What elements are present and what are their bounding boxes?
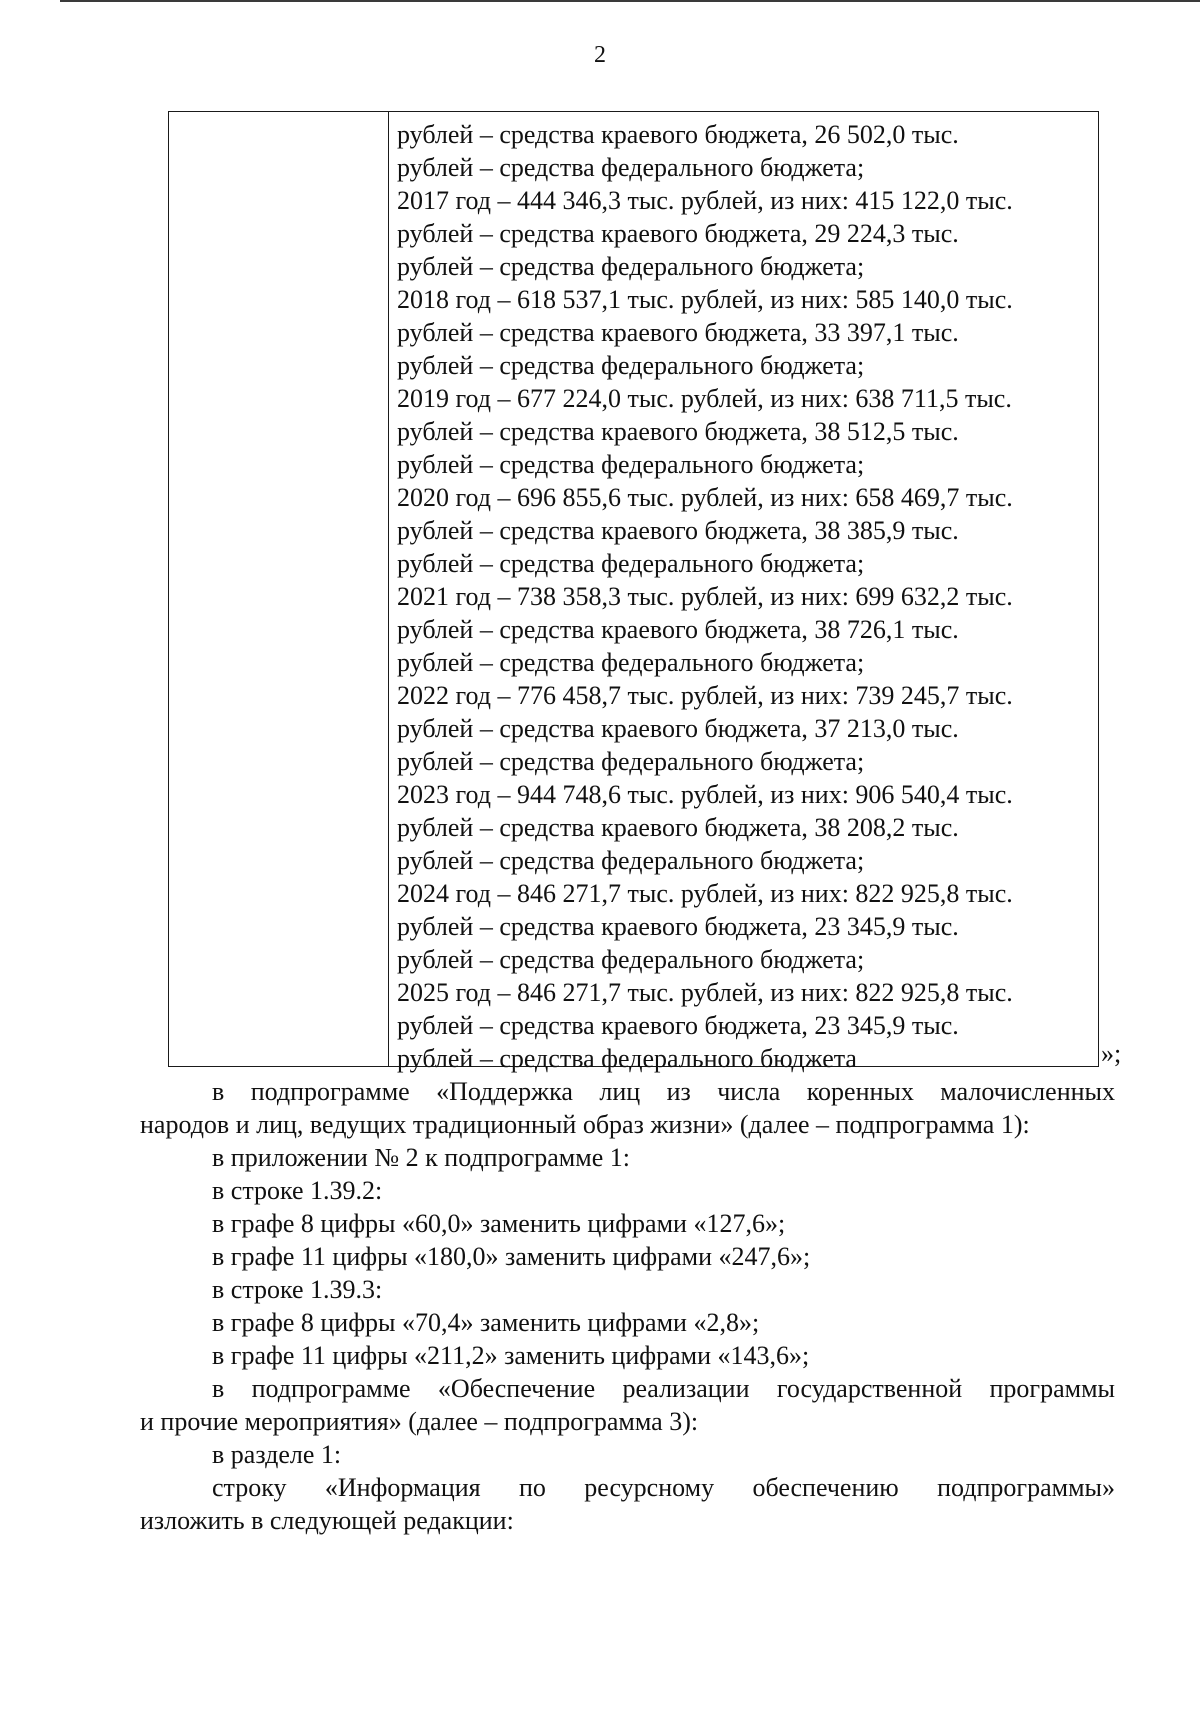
budget-line: рублей – средства федерального бюджета; [397, 450, 865, 479]
resource-info-line1: строку «Информация по ресурсному обеспечению подпрограммы» [212, 1473, 1115, 1502]
row-1-39-3-line: в строке 1.39.3: [212, 1275, 383, 1304]
closing-quote: »; [1101, 1039, 1122, 1068]
budget-line: 2024 год – 846 271,7 тыс. рублей, из них: 822 925,8 тыс. [397, 879, 1013, 908]
budget-line: 2025 год – 846 271,7 тыс. рублей, из них: 822 925,8 тыс. [397, 978, 1013, 1007]
budget-line: 2021 год – 738 358,3 тыс. рублей, из них: 699 632,2 тыс. [397, 582, 1013, 611]
budget-line: рублей – средства краевого бюджета, 37 213,0 тыс. [397, 714, 959, 743]
scan-top-edge [60, 0, 1200, 2]
budget-line: рублей – средства краевого бюджета, 38 208,2 тыс. [397, 813, 959, 842]
budget-line: рублей – средства федерального бюджета; [397, 846, 865, 875]
budget-line: рублей – средства федерального бюджета; [397, 648, 865, 677]
budget-line: рублей – средства федерального бюджета; [397, 351, 865, 380]
budget-line: 2019 год – 677 224,0 тыс. рублей, из них: 638 711,5 тыс. [397, 384, 1012, 413]
section-1-line: в разделе 1: [212, 1440, 342, 1469]
budget-line: рублей – средства краевого бюджета, 38 726,1 тыс. [397, 615, 959, 644]
budget-line: рублей – средства краевого бюджета, 23 345,9 тыс. [397, 912, 959, 941]
column-11-change-1: в графе 11 цифры «180,0» заменить цифрами «247,6»; [212, 1242, 811, 1271]
column-11-change-2: в графе 11 цифры «211,2» заменить цифрами «143,6»; [212, 1341, 810, 1370]
subprogram1-paragraph-line1: в подпрограмме «Поддержка лиц из числа коренных малочисленных [212, 1077, 1115, 1106]
column-8-change-1: в графе 8 цифры «60,0» заменить цифрами «127,6»; [212, 1209, 786, 1238]
budget-table [168, 111, 1099, 1073]
budget-line: рублей – средства федерального бюджета; [397, 945, 865, 974]
appendix-line: в приложении № 2 к подпрограмме 1: [212, 1143, 630, 1172]
budget-line: рублей – средства федерального бюджета; [397, 153, 865, 182]
subprogram1-paragraph-line2: народов и лиц, ведущих традиционный образ жизни» (далее – подпрограмма 1): [140, 1110, 1030, 1139]
budget-line: рублей – средства краевого бюджета, 23 345,9 тыс. [397, 1011, 959, 1040]
resource-info-line2: изложить в следующей редакции: [140, 1506, 514, 1535]
budget-line: рублей – средства федерального бюджета [397, 1044, 857, 1073]
budget-line: рублей – средства федерального бюджета; [397, 747, 865, 776]
amendment-text [140, 1075, 1115, 1537]
subprogram3-paragraph-line1: в подпрограмме «Обеспечение реализации государственной программы [212, 1374, 1115, 1403]
budget-line: рублей – средства федерального бюджета; [397, 549, 865, 578]
column-8-change-2: в графе 8 цифры «70,4» заменить цифрами «2,8»; [212, 1308, 760, 1337]
budget-line: 2017 год – 444 346,3 тыс. рублей, из них: 415 122,0 тыс. [397, 186, 1013, 215]
budget-line: рублей – средства краевого бюджета, 38 512,5 тыс. [397, 417, 959, 446]
budget-line: рублей – средства краевого бюджета, 38 385,9 тыс. [397, 516, 959, 545]
subprogram3-paragraph-line2: и прочие мероприятия» (далее – подпрограмма 3): [140, 1407, 699, 1436]
budget-line: 2023 год – 944 748,6 тыс. рублей, из них: 906 540,4 тыс. [397, 780, 1013, 809]
budget-line: рублей – средства краевого бюджета, 26 502,0 тыс. [397, 120, 959, 149]
table-right-cell [389, 112, 1098, 1073]
budget-line: рублей – средства краевого бюджета, 33 397,1 тыс. [397, 318, 959, 347]
budget-line: рублей – средства краевого бюджета, 29 224,3 тыс. [397, 219, 959, 248]
table-left-cell [169, 112, 389, 1066]
budget-lines [397, 118, 1098, 1075]
budget-line: 2020 год – 696 855,6 тыс. рублей, из них: 658 469,7 тыс. [397, 483, 1013, 512]
budget-line: рублей – средства федерального бюджета; [397, 252, 865, 281]
budget-line: 2022 год – 776 458,7 тыс. рублей, из них: 739 245,7 тыс. [397, 681, 1013, 710]
page-number: 2 [594, 42, 606, 68]
row-1-39-2-line: в строке 1.39.2: [212, 1176, 383, 1205]
budget-line: 2018 год – 618 537,1 тыс. рублей, из них: 585 140,0 тыс. [397, 285, 1013, 314]
